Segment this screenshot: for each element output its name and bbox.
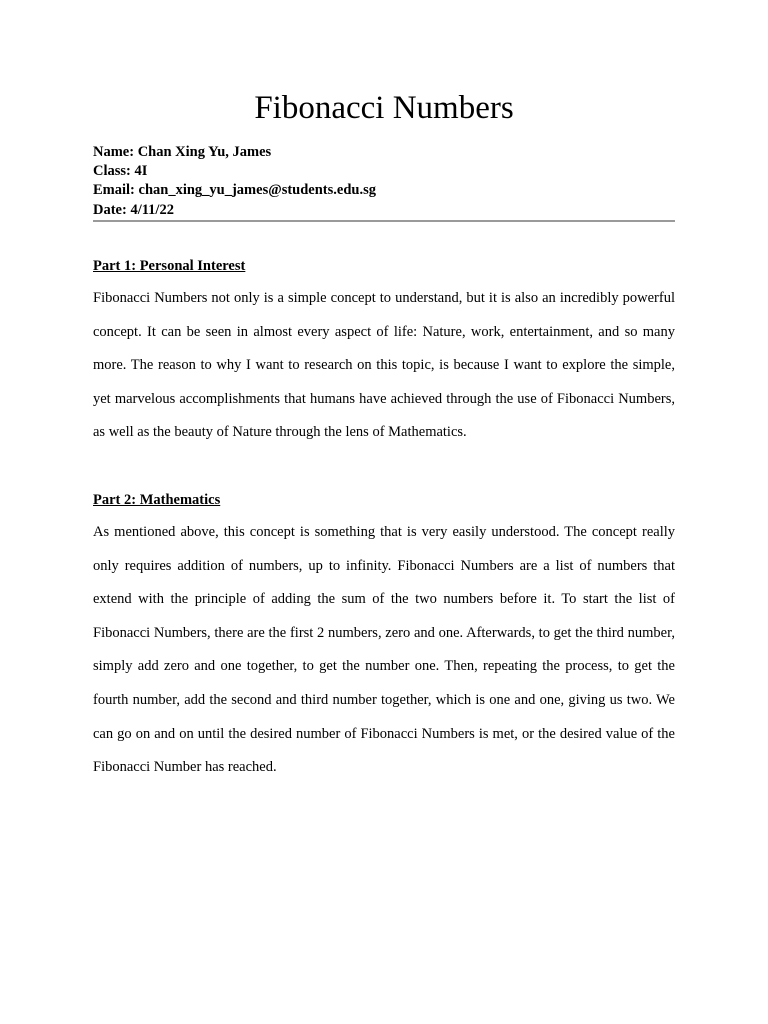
document-title: Fibonacci Numbers [254,90,514,126]
section-heading-mathematics: Part 2: Mathematics [93,492,221,508]
author-name: Name: Chan Xing Yu, James [93,144,272,160]
document-date: Date: 4/11/22 [93,201,174,218]
author-info-block [93,143,675,220]
section-body-mathematics: As mentioned above, this concept is something that is very easily understood. The concept really only requires addition of numbers, up to infinity. Fibonacci Numbers are a list of numbers that extend with the principle of adding the sum of the two numbers before it. To start the list of Fibonacci Numbers, there are the first 2 numbers, zero and one. Afterwards, to get the third number, simply add zero and one together, to get the number one. Then, repeating the process, to get the fourth number, add the second and third number together, which is one and one, giving us two. We can go on and on until the desired number of Fibonacci Numbers is met, or the desired value of the Fibonacci Number has reached. [93,524,675,776]
author-class: Class: 4I [93,163,148,180]
section-body-personal-interest: Fibonacci Numbers not only is a simple concept to understand, but it is also an incredibly powerful concept. It can be seen in almost every aspect of life: Nature, work, entertainment, and so many more. The reason to why I want to research on this topic, is because I want to explore the simple, yet marvelous accomplishments that humans have achieved through the use of Fibonacci Numbers, as well as the beauty of Nature through the lens of Mathematics. [93,290,675,441]
header-divider [93,220,675,222]
author-email: Email: chan_xing_yu_james@students.edu.sg [93,182,376,199]
section-heading-personal-interest: Part 1: Personal Interest [93,258,246,274]
